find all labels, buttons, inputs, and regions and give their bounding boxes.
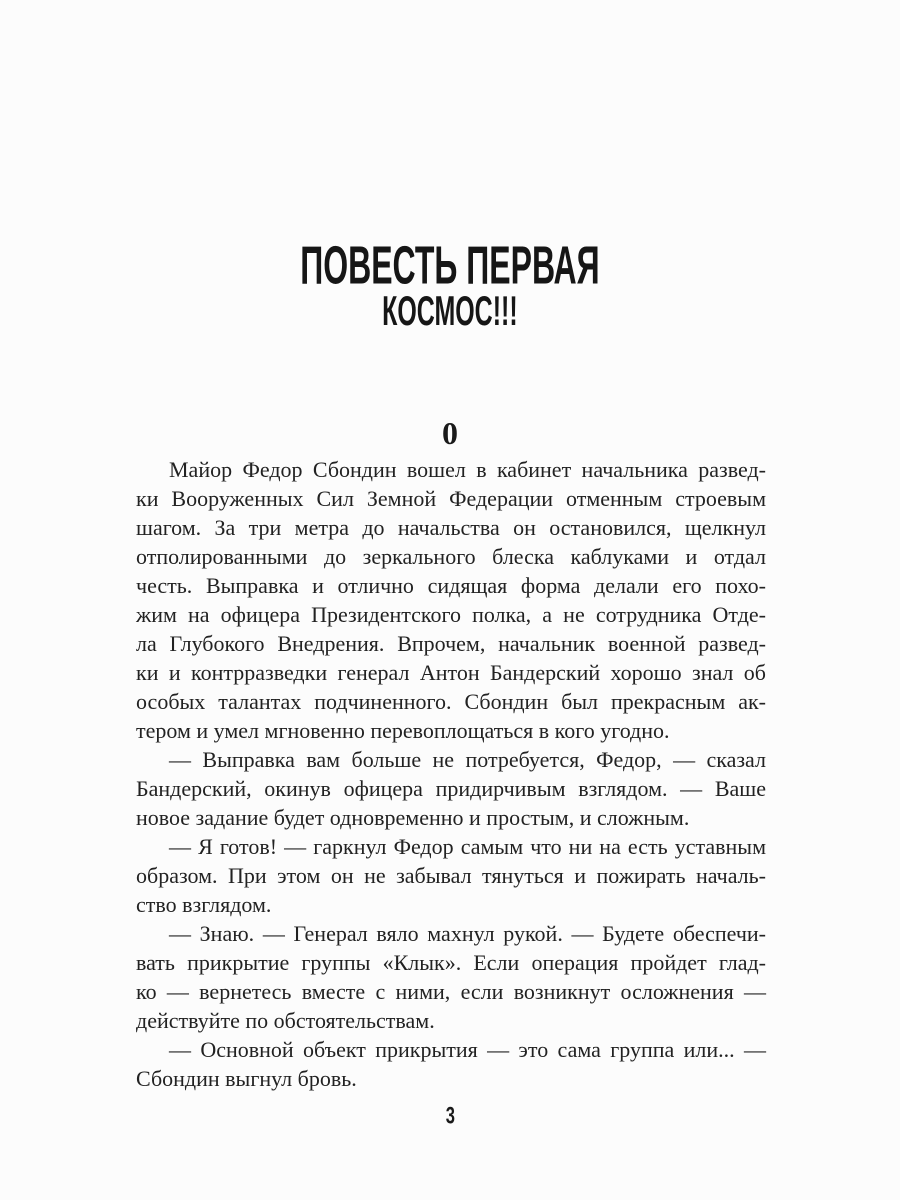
part-subtitle (0, 288, 900, 335)
text-line: жим на офицера Президентского полка, а не сотрудника Отде- (136, 602, 766, 627)
text-line: ство взглядом. (136, 892, 272, 917)
text-line: ки и контрразведки генерал Антон Бандерский хорошо знал об (136, 660, 766, 685)
text-line: — Выправка вам больше не потребуется, Федор, — сказал (169, 747, 766, 772)
text-line: Майор Федор Сбондин вошел в кабинет начальника развед- (169, 457, 766, 482)
text-line: действуйте по обстоятельствам. (136, 1008, 435, 1033)
text-line: отполированными до зеркального блеска каблуками и отдал (136, 544, 766, 569)
part-subtitle-text: КОСМОС!!! (382, 288, 518, 335)
text-line: образом. При этом он не забывал тянуться и пожирать началь- (136, 863, 766, 888)
text-line: честь. Выправка и отлично сидящая форма делали его похо- (136, 573, 766, 598)
chapter-heading: 0 (442, 415, 458, 451)
text-line: тером и умел мгновенно перевоплощаться в кого угодно. (136, 718, 670, 743)
page-number (0, 1103, 900, 1127)
text-line: ки Вооруженных Сил Земной Федерации отменным строевым (136, 486, 766, 511)
text-line: шагом. За три метра до начальства он остановился, щелкнул (136, 515, 766, 540)
part-title (0, 234, 900, 296)
text-line: новое задание будет одновременно и простым, и сложным. (136, 805, 690, 830)
part-title-text: ПОВЕСТЬ ПЕРВАЯ (300, 234, 600, 296)
text-line: Бандерский, окинув офицера придирчивым взглядом. — Ваше (136, 776, 766, 801)
text-line: ко — вернетесь вместе с ними, если возникнут осложнения — (136, 979, 766, 1004)
text-line: — Знаю. — Генерал вяло махнул рукой. — Будете обеспечи- (169, 921, 766, 946)
text-line: Сбондин выгнул бровь. (136, 1066, 357, 1091)
text-line: особых талантах подчиненного. Сбондин был прекрасным ак- (136, 689, 766, 714)
text-line: вать прикрытие группы «Клык». Если операция пройдет глад- (136, 950, 766, 975)
page-number-text: 3 (445, 1101, 455, 1129)
text-line: — Основной объект прикрытия — это сама группа или... — (169, 1037, 766, 1062)
text-line: ла Глубокого Внедрения. Впрочем, начальник военной развед- (136, 631, 766, 656)
text-line: — Я готов! — гаркнул Федор самым что ни на есть уставным (169, 834, 766, 859)
body-text (136, 455, 766, 1093)
